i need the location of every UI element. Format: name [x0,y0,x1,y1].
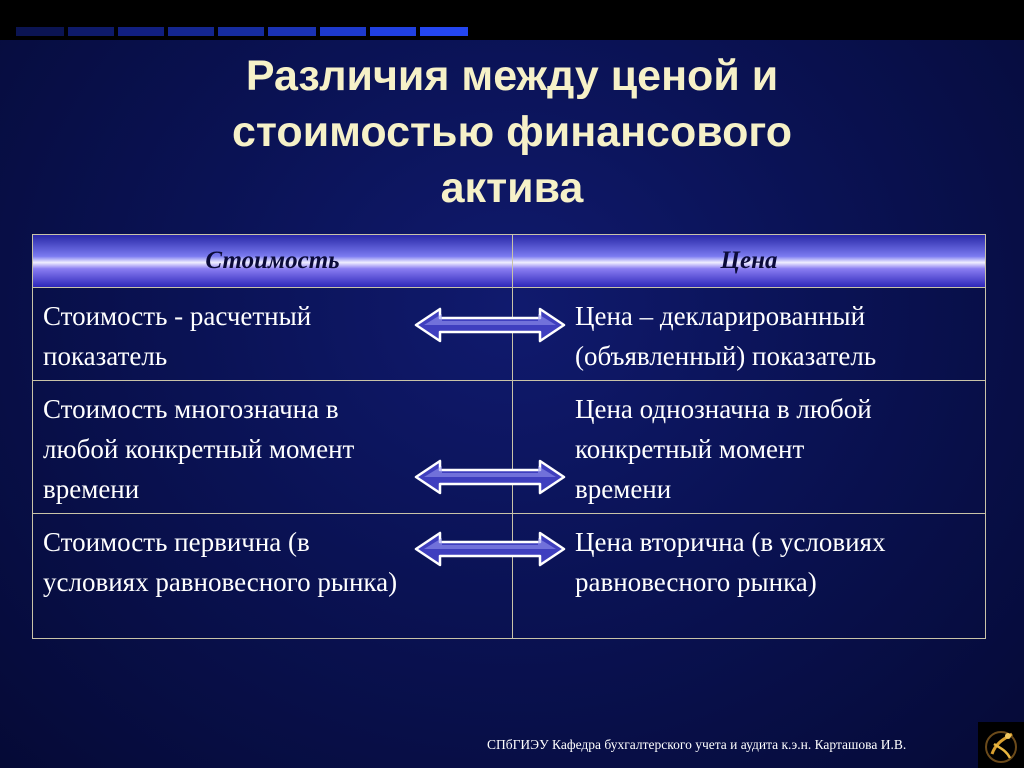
top-bar-segment [168,27,214,36]
cell-line: равновесного рынка) [575,566,817,597]
top-bar-segment [16,27,64,36]
cell-line: конкретный момент [575,434,805,465]
double-arrow-icon [414,459,566,495]
top-bar-segment [420,27,468,36]
cell-line: Цена вторична (в условиях [575,526,886,557]
cell-line: Стоимость - расчетный [43,301,312,332]
cell-line: показатель [43,341,168,372]
price-cell [513,513,986,638]
university-logo-icon [978,722,1024,768]
cell-line: времени [43,474,140,505]
comparison-table [32,234,986,639]
cell-line: Цена – декларированный [575,301,866,332]
cell-line: Стоимость многозначна в [43,394,339,425]
top-bar-segment [370,27,416,36]
slide-title-line: стоимостью финансового [232,108,792,156]
top-bar [0,0,1024,40]
slide-title [0,48,1024,216]
price-cell [513,288,986,381]
cell-line: любой конкретный момент [43,434,355,465]
double-arrow-icon [414,307,566,343]
slide-title-line: Различия между ценой и [245,52,779,100]
slide-footer: СПбГИЭУ Кафедра бухгалтерского учета и аудита к.э.н. Карташова И.В. [487,737,907,752]
top-bar-segment [218,27,264,36]
double-arrow-icon [414,531,566,567]
top-bar-segment [268,27,316,36]
header-value: Стоимость [33,235,513,288]
top-bar-segment [118,27,164,36]
cell-line: Стоимость первична (в [43,526,310,557]
cell-line: (объявленный) показатель [575,341,877,372]
cell-line: времени [575,474,672,505]
slide-title-line: актива [440,164,584,212]
cell-line: Цена однозначна в любой [575,394,872,425]
top-bar-segment [68,27,114,36]
cell-line: условиях равновесного рынка) [43,566,398,597]
price-cell [513,381,986,513]
top-bar-segment [320,27,366,36]
header-price: Цена [513,235,986,288]
table-header-row [33,235,986,288]
